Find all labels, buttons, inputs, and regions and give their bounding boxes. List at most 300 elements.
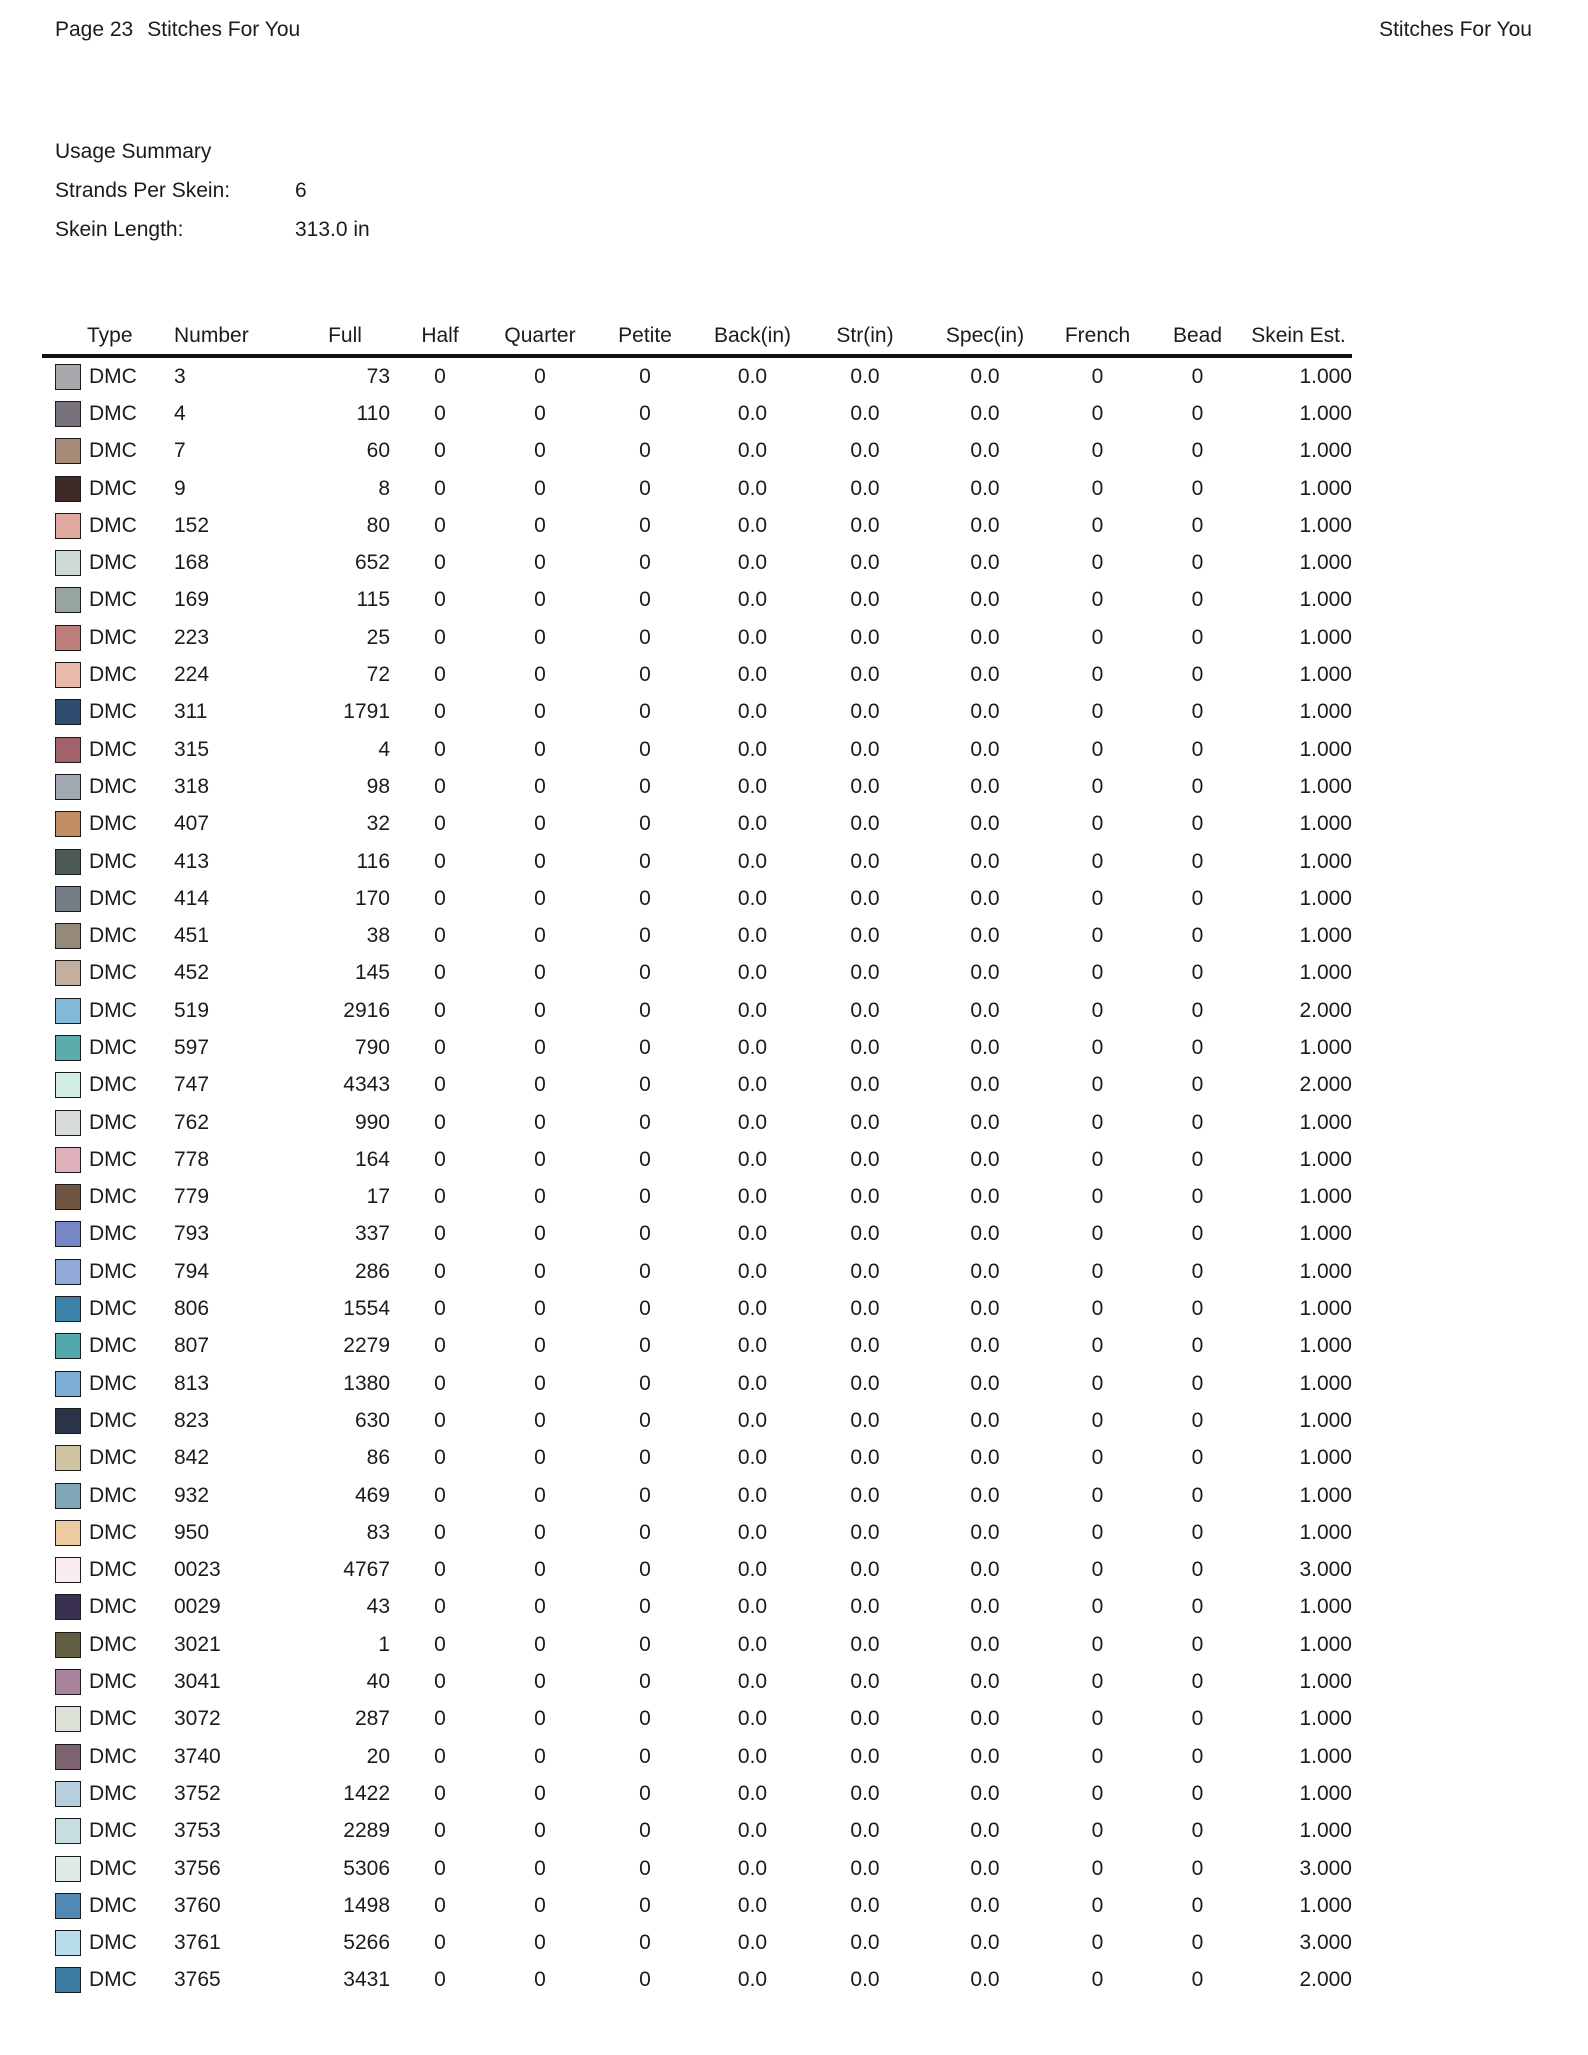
- cell-number: 152: [174, 513, 210, 537]
- cell-petite: 0: [639, 1856, 651, 1880]
- cell-petite: 0: [639, 1297, 651, 1321]
- cell-petite: 0: [639, 849, 651, 873]
- cell-str: 0.0: [850, 476, 880, 500]
- cell-full: 652: [354, 551, 390, 575]
- thread-type-label: DMC: [89, 961, 137, 985]
- thread-type-label: DMC: [89, 1931, 137, 1955]
- cell-full: 73: [366, 364, 390, 388]
- thread-type-label: DMC: [89, 625, 137, 649]
- cell-skein: 1.000: [1299, 849, 1352, 873]
- cell-str: 0.0: [850, 1073, 880, 1097]
- cell-petite: 0: [639, 1632, 651, 1656]
- cell-type: [42, 476, 174, 502]
- cell-quarter: 0: [534, 1931, 546, 1955]
- cell-bead: 0: [1191, 1744, 1204, 1768]
- cell-str: 0.0: [850, 1483, 880, 1507]
- cell-full: 80: [366, 513, 390, 537]
- cell-petite: 0: [639, 1558, 651, 1582]
- cell-bead: 0: [1191, 1819, 1204, 1843]
- cell-str: 0.0: [850, 1893, 880, 1917]
- cell-back: 0.0: [737, 1670, 768, 1694]
- cell-bead: 0: [1191, 1371, 1204, 1395]
- table-row: [42, 1887, 1352, 1924]
- cell-str: 0.0: [850, 1931, 880, 1955]
- cell-bead: 0: [1191, 700, 1204, 724]
- cell-skein: 1.000: [1299, 1483, 1352, 1507]
- thread-type-label: DMC: [89, 1073, 137, 1097]
- color-swatch: [55, 774, 81, 800]
- cell-str: 0.0: [850, 1670, 880, 1694]
- thread-type-label: DMC: [89, 1632, 137, 1656]
- cell-back: 0.0: [737, 1185, 768, 1209]
- cell-back: 0.0: [737, 1446, 768, 1470]
- color-swatch: [55, 1147, 81, 1173]
- table-row: [42, 880, 1352, 917]
- table-row: [42, 1216, 1352, 1253]
- cell-bead: 0: [1191, 737, 1204, 761]
- cell-quarter: 0: [534, 1632, 546, 1656]
- cell-petite: 0: [639, 1371, 651, 1395]
- cell-half: 0: [434, 1334, 446, 1358]
- cell-half: 0: [434, 1035, 446, 1059]
- cell-str: 0.0: [850, 1819, 880, 1843]
- cell-back: 0.0: [737, 1147, 768, 1171]
- cell-number: 413: [174, 849, 210, 873]
- cell-number: 315: [174, 737, 210, 761]
- cell-full: 287: [354, 1707, 390, 1731]
- cell-petite: 0: [639, 364, 651, 388]
- column-header-half: Half: [421, 324, 459, 347]
- color-swatch: [55, 662, 81, 688]
- thread-type-label: DMC: [89, 886, 137, 910]
- cell-petite: 0: [639, 700, 651, 724]
- cell-skein: 1.000: [1299, 1595, 1352, 1619]
- cell-spec: 0.0: [970, 1558, 1000, 1582]
- cell-skein: 1.000: [1299, 1222, 1352, 1246]
- cell-french: 0: [1091, 1707, 1104, 1731]
- color-swatch: [55, 1333, 81, 1359]
- cell-str: 0.0: [850, 924, 880, 948]
- table-row: [42, 1813, 1352, 1850]
- cell-number: 3: [174, 364, 186, 388]
- cell-skein: 1.000: [1299, 737, 1352, 761]
- cell-petite: 0: [639, 812, 651, 836]
- cell-skein: 1.000: [1299, 476, 1352, 500]
- cell-str: 0.0: [850, 737, 880, 761]
- cell-type: [42, 1259, 174, 1285]
- cell-number: 778: [174, 1147, 210, 1171]
- cell-french: 0: [1091, 849, 1104, 873]
- cell-skein: 1.000: [1299, 1819, 1352, 1843]
- cell-french: 0: [1091, 588, 1104, 612]
- cell-half: 0: [434, 1744, 446, 1768]
- cell-quarter: 0: [534, 1856, 546, 1880]
- cell-half: 0: [434, 1781, 446, 1805]
- cell-skein: 1.000: [1299, 663, 1352, 687]
- cell-spec: 0.0: [970, 1595, 1000, 1619]
- cell-number: 451: [174, 924, 210, 948]
- cell-spec: 0.0: [970, 961, 1000, 985]
- cell-petite: 0: [639, 625, 651, 649]
- cell-skein: 1.000: [1299, 1446, 1352, 1470]
- cell-half: 0: [434, 1147, 446, 1171]
- cell-spec: 0.0: [970, 364, 1000, 388]
- cell-french: 0: [1091, 364, 1104, 388]
- cell-quarter: 0: [534, 1297, 546, 1321]
- cell-back: 0.0: [737, 1371, 768, 1395]
- table-row: [42, 694, 1352, 731]
- cell-str: 0.0: [850, 886, 880, 910]
- cell-full: 43: [366, 1595, 390, 1619]
- cell-spec: 0.0: [970, 513, 1000, 537]
- cell-full: 60: [366, 439, 390, 463]
- cell-french: 0: [1091, 663, 1104, 687]
- cell-spec: 0.0: [970, 1707, 1000, 1731]
- thread-type-label: DMC: [89, 1035, 137, 1059]
- table-row: [42, 1626, 1352, 1663]
- cell-half: 0: [434, 924, 446, 948]
- table-row: [42, 1179, 1352, 1216]
- column-header-back: Back(in): [713, 324, 792, 347]
- cell-number: 4: [174, 401, 186, 425]
- table-row: [42, 358, 1352, 395]
- cell-full: 116: [356, 849, 390, 873]
- cell-french: 0: [1091, 1781, 1104, 1805]
- cell-back: 0.0: [737, 1893, 768, 1917]
- thread-type-label: DMC: [89, 1147, 137, 1171]
- table-row: [42, 1663, 1352, 1700]
- cell-petite: 0: [639, 1520, 651, 1544]
- strands-per-skein-line: [55, 179, 370, 203]
- cell-french: 0: [1091, 1670, 1104, 1694]
- cell-back: 0.0: [737, 1595, 768, 1619]
- cell-quarter: 0: [534, 737, 546, 761]
- cell-skein: 1.000: [1299, 1707, 1352, 1731]
- cell-skein: 1.000: [1299, 1185, 1352, 1209]
- table-row: [42, 656, 1352, 693]
- cell-skein: 1.000: [1299, 1334, 1352, 1358]
- cell-back: 0.0: [737, 663, 768, 687]
- color-swatch: [55, 364, 81, 390]
- cell-spec: 0.0: [970, 476, 1000, 500]
- cell-petite: 0: [639, 401, 651, 425]
- cell-full: 170: [354, 886, 390, 910]
- table-row: [42, 582, 1352, 619]
- cell-str: 0.0: [850, 1147, 880, 1171]
- cell-full: 86: [366, 1446, 390, 1470]
- cell-full: 2916: [343, 998, 390, 1022]
- cell-french: 0: [1091, 439, 1104, 463]
- cell-spec: 0.0: [970, 1297, 1000, 1321]
- column-header-quarter: Quarter: [504, 324, 576, 347]
- cell-bead: 0: [1191, 1632, 1204, 1656]
- cell-str: 0.0: [850, 1856, 880, 1880]
- cell-spec: 0.0: [970, 1147, 1000, 1171]
- cell-spec: 0.0: [970, 700, 1000, 724]
- cell-quarter: 0: [534, 1073, 546, 1097]
- cell-french: 0: [1091, 924, 1104, 948]
- cell-type: [42, 811, 174, 837]
- cell-quarter: 0: [534, 924, 546, 948]
- color-swatch: [55, 737, 81, 763]
- cell-bead: 0: [1191, 364, 1204, 388]
- cell-type: [42, 1296, 174, 1322]
- table-row: [42, 1850, 1352, 1887]
- usage-summary-title: Usage Summary: [55, 140, 212, 163]
- color-swatch: [55, 1557, 81, 1583]
- table-row: [42, 1141, 1352, 1178]
- cell-number: 169: [174, 588, 210, 612]
- cell-str: 0.0: [850, 588, 880, 612]
- cell-quarter: 0: [534, 1819, 546, 1843]
- cell-quarter: 0: [534, 663, 546, 687]
- cell-full: 145: [354, 961, 390, 985]
- table-row: [42, 955, 1352, 992]
- table-row: [42, 1552, 1352, 1589]
- cell-quarter: 0: [534, 1558, 546, 1582]
- cell-bead: 0: [1191, 1408, 1204, 1432]
- cell-half: 0: [434, 1408, 446, 1432]
- cell-bead: 0: [1191, 774, 1204, 798]
- cell-french: 0: [1091, 1856, 1104, 1880]
- cell-back: 0.0: [737, 1968, 768, 1992]
- cell-half: 0: [434, 1259, 446, 1283]
- cell-petite: 0: [639, 588, 651, 612]
- color-swatch: [55, 1035, 81, 1061]
- cell-type: [42, 1333, 174, 1359]
- cell-number: 762: [174, 1110, 210, 1134]
- thread-type-label: DMC: [89, 551, 137, 575]
- cell-full: 5306: [343, 1856, 390, 1880]
- cell-petite: 0: [639, 1073, 651, 1097]
- table-row: [42, 1290, 1352, 1327]
- cell-number: 842: [174, 1446, 210, 1470]
- table-header-row: [42, 320, 1352, 358]
- cell-french: 0: [1091, 476, 1104, 500]
- cell-type: [42, 1818, 174, 1844]
- cell-french: 0: [1091, 1110, 1104, 1134]
- cell-spec: 0.0: [970, 812, 1000, 836]
- thread-type-label: DMC: [89, 1968, 137, 1992]
- cell-number: 779: [174, 1185, 210, 1209]
- cell-number: 9: [174, 476, 186, 500]
- cell-type: [42, 1781, 174, 1807]
- cell-full: 790: [354, 1035, 390, 1059]
- cell-petite: 0: [639, 1446, 651, 1470]
- cell-full: 1791: [343, 700, 390, 724]
- cell-back: 0.0: [737, 439, 768, 463]
- cell-full: 1498: [343, 1893, 390, 1917]
- cell-french: 0: [1091, 513, 1104, 537]
- cell-french: 0: [1091, 961, 1104, 985]
- cell-bead: 0: [1191, 625, 1204, 649]
- cell-skein: 1.000: [1299, 774, 1352, 798]
- color-swatch: [55, 1594, 81, 1620]
- cell-skein: 2.000: [1299, 998, 1352, 1022]
- cell-quarter: 0: [534, 1371, 546, 1395]
- color-swatch: [55, 1408, 81, 1434]
- table-row: [42, 544, 1352, 581]
- color-swatch: [55, 849, 81, 875]
- cell-half: 0: [434, 849, 446, 873]
- cell-skein: 2.000: [1299, 1073, 1352, 1097]
- cell-spec: 0.0: [970, 1968, 1000, 1992]
- cell-back: 0.0: [737, 1632, 768, 1656]
- table-row: [42, 433, 1352, 470]
- cell-skein: 1.000: [1299, 513, 1352, 537]
- cell-full: 4343: [343, 1073, 390, 1097]
- color-swatch: [55, 1632, 81, 1658]
- cell-back: 0.0: [737, 1222, 768, 1246]
- cell-half: 0: [434, 1707, 446, 1731]
- cell-bead: 0: [1191, 1670, 1204, 1694]
- cell-skein: 1.000: [1299, 1110, 1352, 1134]
- cell-back: 0.0: [737, 1781, 768, 1805]
- cell-skein: 1.000: [1299, 1670, 1352, 1694]
- cell-bead: 0: [1191, 886, 1204, 910]
- cell-french: 0: [1091, 1371, 1104, 1395]
- cell-petite: 0: [639, 1110, 651, 1134]
- cell-skein: 1.000: [1299, 1744, 1352, 1768]
- thread-type-label: DMC: [89, 439, 137, 463]
- thread-type-label: DMC: [89, 1744, 137, 1768]
- thread-type-label: DMC: [89, 849, 137, 873]
- cell-french: 0: [1091, 1297, 1104, 1321]
- cell-back: 0.0: [737, 1744, 768, 1768]
- cell-full: 2289: [343, 1819, 390, 1843]
- cell-back: 0.0: [737, 625, 768, 649]
- cell-full: 110: [356, 401, 390, 425]
- cell-quarter: 0: [534, 1408, 546, 1432]
- cell-half: 0: [434, 1185, 446, 1209]
- cell-half: 0: [434, 700, 446, 724]
- table-row: [42, 1701, 1352, 1738]
- color-swatch: [55, 587, 81, 613]
- cell-petite: 0: [639, 774, 651, 798]
- cell-half: 0: [434, 737, 446, 761]
- color-swatch: [55, 1856, 81, 1882]
- cell-skein: 1.000: [1299, 439, 1352, 463]
- cell-bead: 0: [1191, 1520, 1204, 1544]
- cell-str: 0.0: [850, 1558, 880, 1582]
- cell-number: 813: [174, 1371, 210, 1395]
- cell-back: 0.0: [737, 1110, 768, 1134]
- cell-type: [42, 1893, 174, 1919]
- table-row: [42, 1589, 1352, 1626]
- cell-french: 0: [1091, 1520, 1104, 1544]
- cell-number: 807: [174, 1334, 210, 1358]
- cell-number: 3752: [174, 1781, 221, 1805]
- cell-skein: 1.000: [1299, 364, 1352, 388]
- cell-str: 0.0: [850, 1595, 880, 1619]
- table-row: [42, 843, 1352, 880]
- color-swatch: [55, 1371, 81, 1397]
- cell-bead: 0: [1191, 1595, 1204, 1619]
- cell-back: 0.0: [737, 1819, 768, 1843]
- cell-bead: 0: [1191, 1222, 1204, 1246]
- cell-skein: 1.000: [1299, 812, 1352, 836]
- strands-per-skein-value: 6: [295, 179, 307, 202]
- color-swatch: [55, 1445, 81, 1471]
- cell-spec: 0.0: [970, 551, 1000, 575]
- cell-quarter: 0: [534, 700, 546, 724]
- color-swatch: [55, 923, 81, 949]
- cell-quarter: 0: [534, 1670, 546, 1694]
- cell-quarter: 0: [534, 439, 546, 463]
- cell-half: 0: [434, 998, 446, 1022]
- column-header-bead: Bead: [1172, 324, 1223, 347]
- cell-str: 0.0: [850, 1297, 880, 1321]
- cell-skein: 1.000: [1299, 1632, 1352, 1656]
- color-swatch: [55, 1930, 81, 1956]
- cell-quarter: 0: [534, 1483, 546, 1507]
- cell-half: 0: [434, 588, 446, 612]
- cell-skein: 1.000: [1299, 1520, 1352, 1544]
- color-swatch: [55, 625, 81, 651]
- cell-quarter: 0: [534, 551, 546, 575]
- cell-full: 72: [366, 663, 390, 687]
- cell-skein: 1.000: [1299, 924, 1352, 948]
- cell-half: 0: [434, 1856, 446, 1880]
- cell-french: 0: [1091, 1408, 1104, 1432]
- cell-half: 0: [434, 513, 446, 537]
- cell-skein: 1.000: [1299, 1408, 1352, 1432]
- cell-petite: 0: [639, 551, 651, 575]
- cell-number: 311: [174, 700, 208, 724]
- cell-petite: 0: [639, 1408, 651, 1432]
- cell-skein: 1.000: [1299, 1147, 1352, 1171]
- cell-back: 0.0: [737, 1856, 768, 1880]
- color-swatch: [55, 1893, 81, 1919]
- cell-half: 0: [434, 1968, 446, 1992]
- cell-quarter: 0: [534, 1595, 546, 1619]
- cell-petite: 0: [639, 1334, 651, 1358]
- thread-type-label: DMC: [89, 1819, 137, 1843]
- cell-half: 0: [434, 1297, 446, 1321]
- cell-back: 0.0: [737, 774, 768, 798]
- table-row: [42, 1440, 1352, 1477]
- table-row: [42, 1104, 1352, 1141]
- cell-full: 990: [354, 1110, 390, 1134]
- cell-str: 0.0: [850, 1707, 880, 1731]
- cell-half: 0: [434, 886, 446, 910]
- cell-spec: 0.0: [970, 625, 1000, 649]
- cell-back: 0.0: [737, 1259, 768, 1283]
- color-swatch: [55, 1483, 81, 1509]
- cell-spec: 0.0: [970, 886, 1000, 910]
- cell-half: 0: [434, 812, 446, 836]
- table-row: [42, 507, 1352, 544]
- cell-spec: 0.0: [970, 439, 1000, 463]
- table-row: [42, 395, 1352, 432]
- cell-type: [42, 1147, 174, 1173]
- cell-french: 0: [1091, 1073, 1104, 1097]
- cell-str: 0.0: [850, 1185, 880, 1209]
- cell-str: 0.0: [850, 663, 880, 687]
- cell-quarter: 0: [534, 1185, 546, 1209]
- cell-petite: 0: [639, 1035, 651, 1059]
- color-swatch: [55, 998, 81, 1024]
- cell-number: 224: [174, 663, 210, 687]
- cell-back: 0.0: [737, 700, 768, 724]
- color-swatch: [55, 401, 81, 427]
- color-swatch: [55, 1221, 81, 1247]
- thread-type-label: DMC: [89, 1520, 137, 1544]
- cell-quarter: 0: [534, 1707, 546, 1731]
- cell-type: [42, 923, 174, 949]
- cell-str: 0.0: [850, 1334, 880, 1358]
- cell-str: 0.0: [850, 401, 880, 425]
